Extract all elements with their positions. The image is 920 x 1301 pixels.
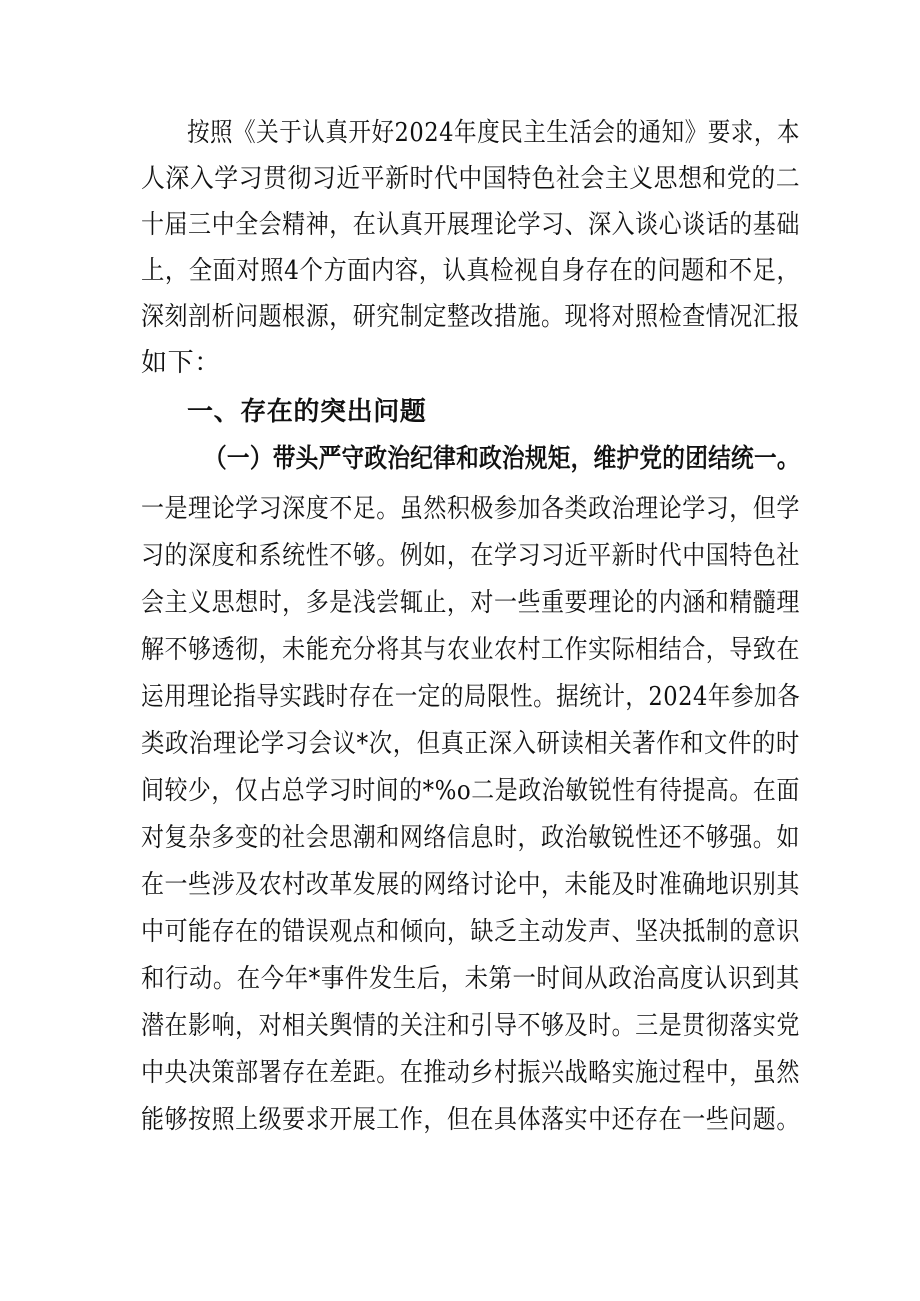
body-line: 中央决策部署存在差距。在推动乡村振兴战略实施过程中，虽然 bbox=[141, 1058, 800, 1088]
intro-line-6: 如下： bbox=[141, 348, 221, 378]
body-line: 中可能存在的错误观点和倾向，缺乏主动发声、坚决抵制的意识 bbox=[141, 917, 800, 947]
subsection-heading: （一）带头严守政治纪律和政治规矩，维护党的团结统一。 bbox=[204, 444, 800, 474]
body-line: 在一些涉及农村改革发展的网络讨论中，未能及时准确地识别其 bbox=[141, 870, 800, 900]
body-line: 类政治理论学习会议*次，但真正深入研读相关著作和文件的时 bbox=[141, 729, 800, 759]
intro-line-3: 十届三中全会精神，在认真开展理论学习、深入谈心谈话的基础 bbox=[141, 210, 800, 240]
body-line: 对复杂多变的社会思潮和网络信息时，政治敏锐性还不够强。如 bbox=[141, 823, 800, 853]
body-line: 一是理论学习深度不足。虽然积极参加各类政治理论学习，但学 bbox=[141, 494, 800, 524]
body-line: 间较少，仅占总学习时间的*%o二是政治敏锐性有待提高。在面 bbox=[141, 776, 800, 806]
body-line: 解不够透彻，未能充分将其与农业农村工作实际相结合，导致在 bbox=[141, 635, 800, 665]
body-line: 和行动。在今年*事件发生后，未第一时间从政治高度认识到其 bbox=[141, 964, 800, 994]
body-line: 能够按照上级要求开展工作，但在具体落实中还存在一些问题。 bbox=[141, 1105, 800, 1135]
section-heading: 一、存在的突出问题 bbox=[187, 397, 427, 427]
intro-line-1: 按照《关于认真开好2024年度民主生活会的通知》要求，本 bbox=[187, 118, 800, 148]
body-line: 运用理论指导实践时存在一定的局限性。据统计，2024年参加各 bbox=[141, 682, 801, 712]
intro-line-4: 上，全面对照4个方面内容，认真检视自身存在的问题和不足， bbox=[141, 256, 801, 286]
body-line: 潜在影响，对相关舆情的关注和引导不够及时。三是贯彻落实党 bbox=[141, 1011, 800, 1041]
intro-line-5: 深刻剖析问题根源，研究制定整改措施。现将对照检查情况汇报 bbox=[141, 302, 800, 332]
body-line: 会主义思想时，多是浅尝辄止，对一些重要理论的内涵和精髓理 bbox=[141, 588, 800, 618]
body-line: 习的深度和系统性不够。例如，在学习习近平新时代中国特色社 bbox=[141, 541, 800, 571]
intro-line-2: 人深入学习贯彻习近平新时代中国特色社会主义思想和党的二 bbox=[141, 164, 801, 194]
